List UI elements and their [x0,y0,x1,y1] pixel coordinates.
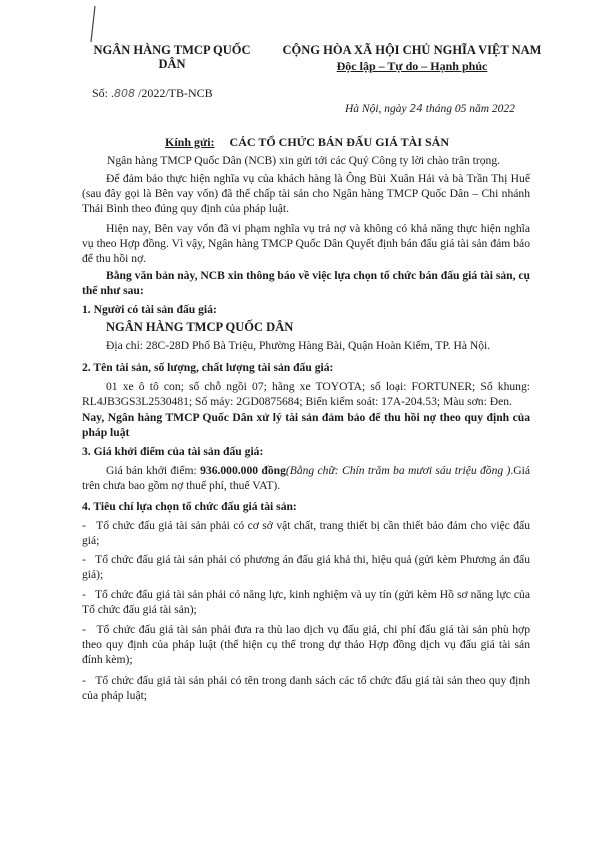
starting-price-amount: 936.000.000 đồng [200,464,286,477]
date-month: 05 [454,103,467,115]
date-prefix: Hà Nội, ngày [345,103,410,115]
starting-price [82,463,530,493]
motto [262,59,562,74]
addressee [165,135,449,150]
section-1-title: 1. Người có tài sản đấu giá: [82,303,217,316]
paragraph-handling: Nay, Ngân hàng TMCP Quốc Dân xử lý tài sản đảm bảo để thu hồi nợ theo quy định của pháp luật [82,411,530,439]
criteria-item: - Tổ chức đấu giá tài sản phải đưa ra thù lao dịch vụ đấu giá, chi phí đấu giá tài sản phù hợp theo quy định của pháp luật (thể hiện cụ thể trong dự thảo Hợp đồng dịch vụ đấu giá tài sản đính kèm); [82,623,530,666]
republic-title: CỘNG HÒA XÃ HỘI CHỦ NGHĨA VIỆT NAM [282,43,542,57]
doc-number-handwritten: 808 [114,87,136,100]
doc-number-prefix: Số: . [92,86,115,100]
section-4-title: 4. Tiêu chí lựa chọn tổ chức đấu giá tài sản: [82,500,297,513]
starting-price-words: (Bằng chữ: Chín trăm ba mươi sáu triệu đồng ) [285,464,511,477]
paragraph-announcement: Bằng văn bản này, NCB xin thông báo về việc lựa chọn tổ chức bán đấu giá tài sản, cụ thể như sau: [82,269,530,297]
addressee-value: CÁC TỔ CHỨC BÁN ĐẤU GIÁ TÀI SẢN [229,135,450,149]
bank-name: NGÂN HÀNG TMCP QUỐC DÂN [93,43,251,71]
section-3-title: 3. Giá khởi điểm của tài sản đấu giá: [82,445,264,458]
paragraph-obligation: Để đảm bảo thực hiện nghĩa vụ của khách hàng là Ông Bùi Xuân Hải và bà Trần Thị Huế (sau đây gọi là Bên vay vốn) đã thế chấp tài sản cho Ngân hàng TMCP Quốc Dân – Chi nhánh Thái Bình theo đúng quy định của pháp luật. [82,172,530,215]
criteria-item: - Tổ chức đấu giá tài sản phải có phương án đấu giá khả thi, hiệu quả (gửi kèm Phương án đấu giá); [82,553,531,581]
document-number [92,86,213,101]
criteria-text: Tổ chức đấu giá tài sản phải đưa ra thù lao dịch vụ đấu giá, chi phí đấu giá tài sản phù hợp theo quy định của pháp luật (thể hiện cụ thể trong dự thảo Hợp đồng dịch vụ đấu giá tài sản đính kèm); [82,623,530,666]
criteria-text: Tổ chức đấu giá tài sản phải có cơ sở vật chất, trang thiết bị cần thiết bảo đảm cho việc đấu giá; [82,519,530,547]
starting-price-suffix: .Giá trên chưa bao gồm nợ thuế phí, thuế VAT). [82,464,531,492]
asset-description: 01 xe ô tô con; số chỗ ngồi 07; hãng xe TOYOTA; số loại: FORTUNER; Số khung: RL4JB3GS3L2530481; Số máy: 2GD0875684; Biển kiểm soát: 17A-204.53; Màu sơn: Đen. [82,380,530,408]
document-date [345,103,515,115]
doc-number-suffix: /2022/TB-NCB [135,86,213,100]
date-day: 24 [409,103,423,115]
date-suffix: năm 2022 [466,103,515,115]
asset-owner-name: NGÂN HÀNG TMCP QUỐC DÂN [106,320,294,334]
pen-mark-icon [86,4,100,44]
starting-price-prefix: Giá bán khởi điểm: [106,464,201,477]
criteria-text: Tổ chức đấu giá tài sản phải có phương án đấu giá khả thi, hiệu quả (gửi kèm Phương án đấu giá); [82,553,531,581]
criteria-item: - Tổ chức đấu giá tài sản phải có cơ sở vật chất, trang thiết bị cần thiết bảo đảm cho việc đấu giá; [82,519,530,547]
criteria-text: Tổ chức đấu giá tài sản phải có tên trong danh sách các tổ chức đấu giá tài sản theo quy định của pháp luật; [82,674,530,702]
criteria-item: - Tổ chức đấu giá tài sản phải có tên trong danh sách các tổ chức đấu giá tài sản theo quy định của pháp luật; [82,674,530,702]
asset-owner-address: Địa chỉ: 28C-28D Phố Bà Triệu, Phường Hàng Bài, Quận Hoàn Kiếm, TP. Hà Nội. [106,339,491,352]
criteria-text: Tổ chức đấu giá tài sản phải có năng lực, kinh nghiệm và uy tín (gửi kèm Hồ sơ năng lực của Tổ chức đấu giá tài sản); [82,588,530,616]
addressee-label: Kính gửi: [165,135,215,149]
section-2-title: 2. Tên tài sản, số lượng, chất lượng tài sản đấu giá: [82,361,334,374]
date-middle: tháng [422,103,455,115]
motto-text: Độc lập – Tự do – Hạnh phúc [336,59,488,73]
criteria-item: - Tổ chức đấu giá tài sản phải có năng lực, kinh nghiệm và uy tín (gửi kèm Hồ sơ năng lực của Tổ chức đấu giá tài sản); [82,588,530,616]
paragraph-violation: Hiện nay, Bên vay vốn đã vi phạm nghĩa vụ trả nợ và không có khả năng thực hiện nghĩa vụ theo Hợp đồng. Vì vậy, Ngân hàng TMCP Quốc Dân Quyết định bán đấu giá tài sản đảm bảo để thu hồi nợ. [82,222,530,265]
greeting-paragraph: Ngân hàng TMCP Quốc Dân (NCB) xin gửi tới các Quý Công ty lời chào trân trọng. [107,154,501,167]
